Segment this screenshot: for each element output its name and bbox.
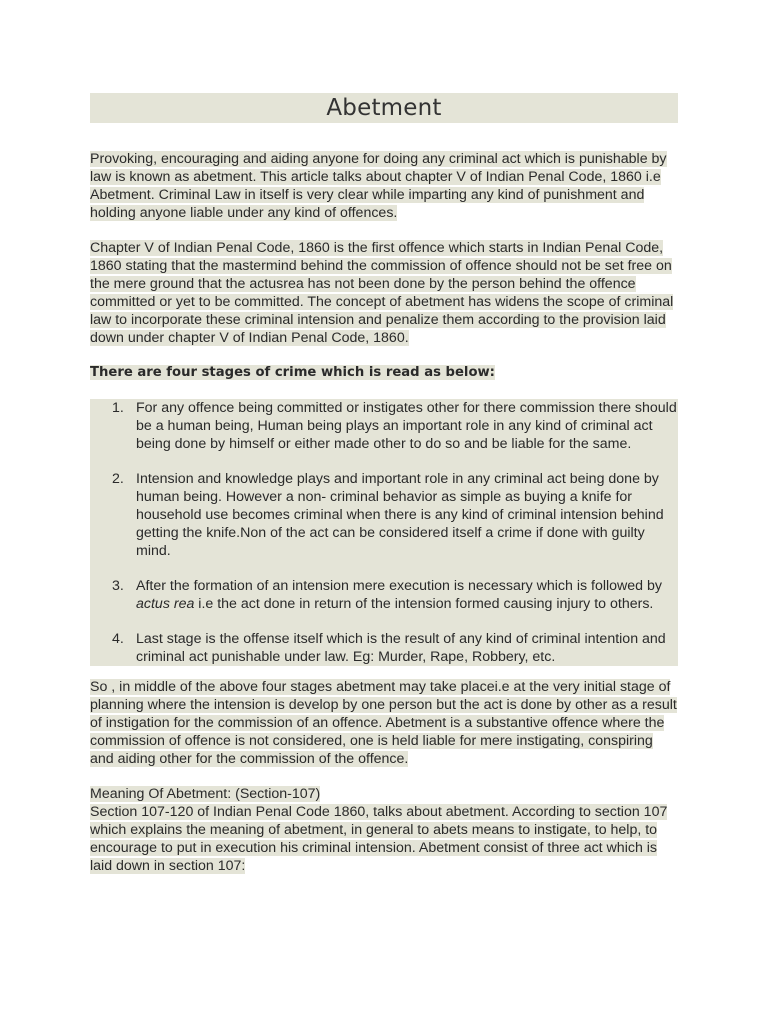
list-item-text: Intension and knowledge plays and important role in any criminal act being done by human being. However a non- criminal behavior as simple as buying a knife for household use becomes criminal when there is any kind of criminal intension behind getting the knife.Non of the act can be considered itself a crime if done with guilty mind. xyxy=(136,471,664,559)
list-item xyxy=(90,399,678,470)
chapter-paragraph-text: Chapter V of Indian Penal Code, 1860 is the first offence which starts in Indian Penal Code, 1860 stating that the mastermind behind the commission of offence should not be set free on the mere ground that the actusrea has not been done by the person behind the offence committed or yet to be committed. The concept of abetment has widens the scope of criminal law to incorporate these criminal intension and penalize them according to the provision laid down under chapter V of Indian Penal Code, 1860. xyxy=(90,240,674,346)
stages-heading-text: There are four stages of crime which is read as below: xyxy=(90,365,495,380)
stages-summary-paragraph xyxy=(90,678,678,768)
list-item-number: 3 . xyxy=(112,577,124,595)
list-item xyxy=(90,470,678,577)
section-paragraph-text: Section 107-120 of Indian Penal Code 1860, talks about abetment. According to section 107 which explains the meaning of abetment, in general to abets means to instigate, to help, to encourage to put in execution his criminal intension. Abetment consist of three act which is laid down in section 107: xyxy=(90,804,668,874)
intro-paragraph xyxy=(90,150,678,222)
section-paragraph xyxy=(90,803,678,875)
list-item-italic-term: actus rea xyxy=(136,596,195,612)
chapter-paragraph xyxy=(90,239,678,347)
list-item-number: 4 . xyxy=(112,630,124,648)
meaning-heading-text: Meaning Of Abetment: (Section-107) xyxy=(90,786,321,802)
list-item-text-before: After the formation of an intension mere execution is necessary which is followed by xyxy=(136,578,662,594)
stages-heading xyxy=(90,364,678,382)
list-item xyxy=(90,577,678,630)
document-page xyxy=(90,93,678,875)
list-item-text: For any offence being committed or instigates other for there commission there should be a human being, Human being plays an important role in any kind of criminal act being done by himself or either made other to do so and be liable for the same. xyxy=(136,400,677,452)
list-item-number: 2 . xyxy=(112,470,124,488)
list-item-text: Last stage is the offense itself which is the result of any kind of criminal intention and criminal act punishable under law. Eg: Murder, Rape, Robbery, etc. xyxy=(136,631,666,665)
list-item-text-after: i.e the act done in return of the intension formed causing injury to others. xyxy=(194,596,654,612)
list-item-number: 1 . xyxy=(112,399,124,417)
stages-summary-text: So , in middle of the above four stages abetment may take placei.e at the very initial stage of planning where the intension is develop by one person but the act is done by other as a result of instigation for the commission of an offence. Abetment is a substantive offence where the commission of offence is not considered, one is held liable for mere instigating, conspiring and aiding other for the commission of the offence. xyxy=(90,679,677,767)
page-title: Abetment xyxy=(90,93,678,123)
intro-paragraph-text: Provoking, encouraging and aiding anyone for doing any criminal act which is punishable by law is known as abetment. This article talks about chapter V of Indian Penal Code, 1860 i.e Abetment. Criminal Law in itself is very clear while imparting any kind of punishment and holding anyone liable under any kind of offences. xyxy=(90,151,667,221)
meaning-heading xyxy=(90,785,678,803)
stages-list xyxy=(90,399,678,666)
list-item xyxy=(90,630,678,666)
